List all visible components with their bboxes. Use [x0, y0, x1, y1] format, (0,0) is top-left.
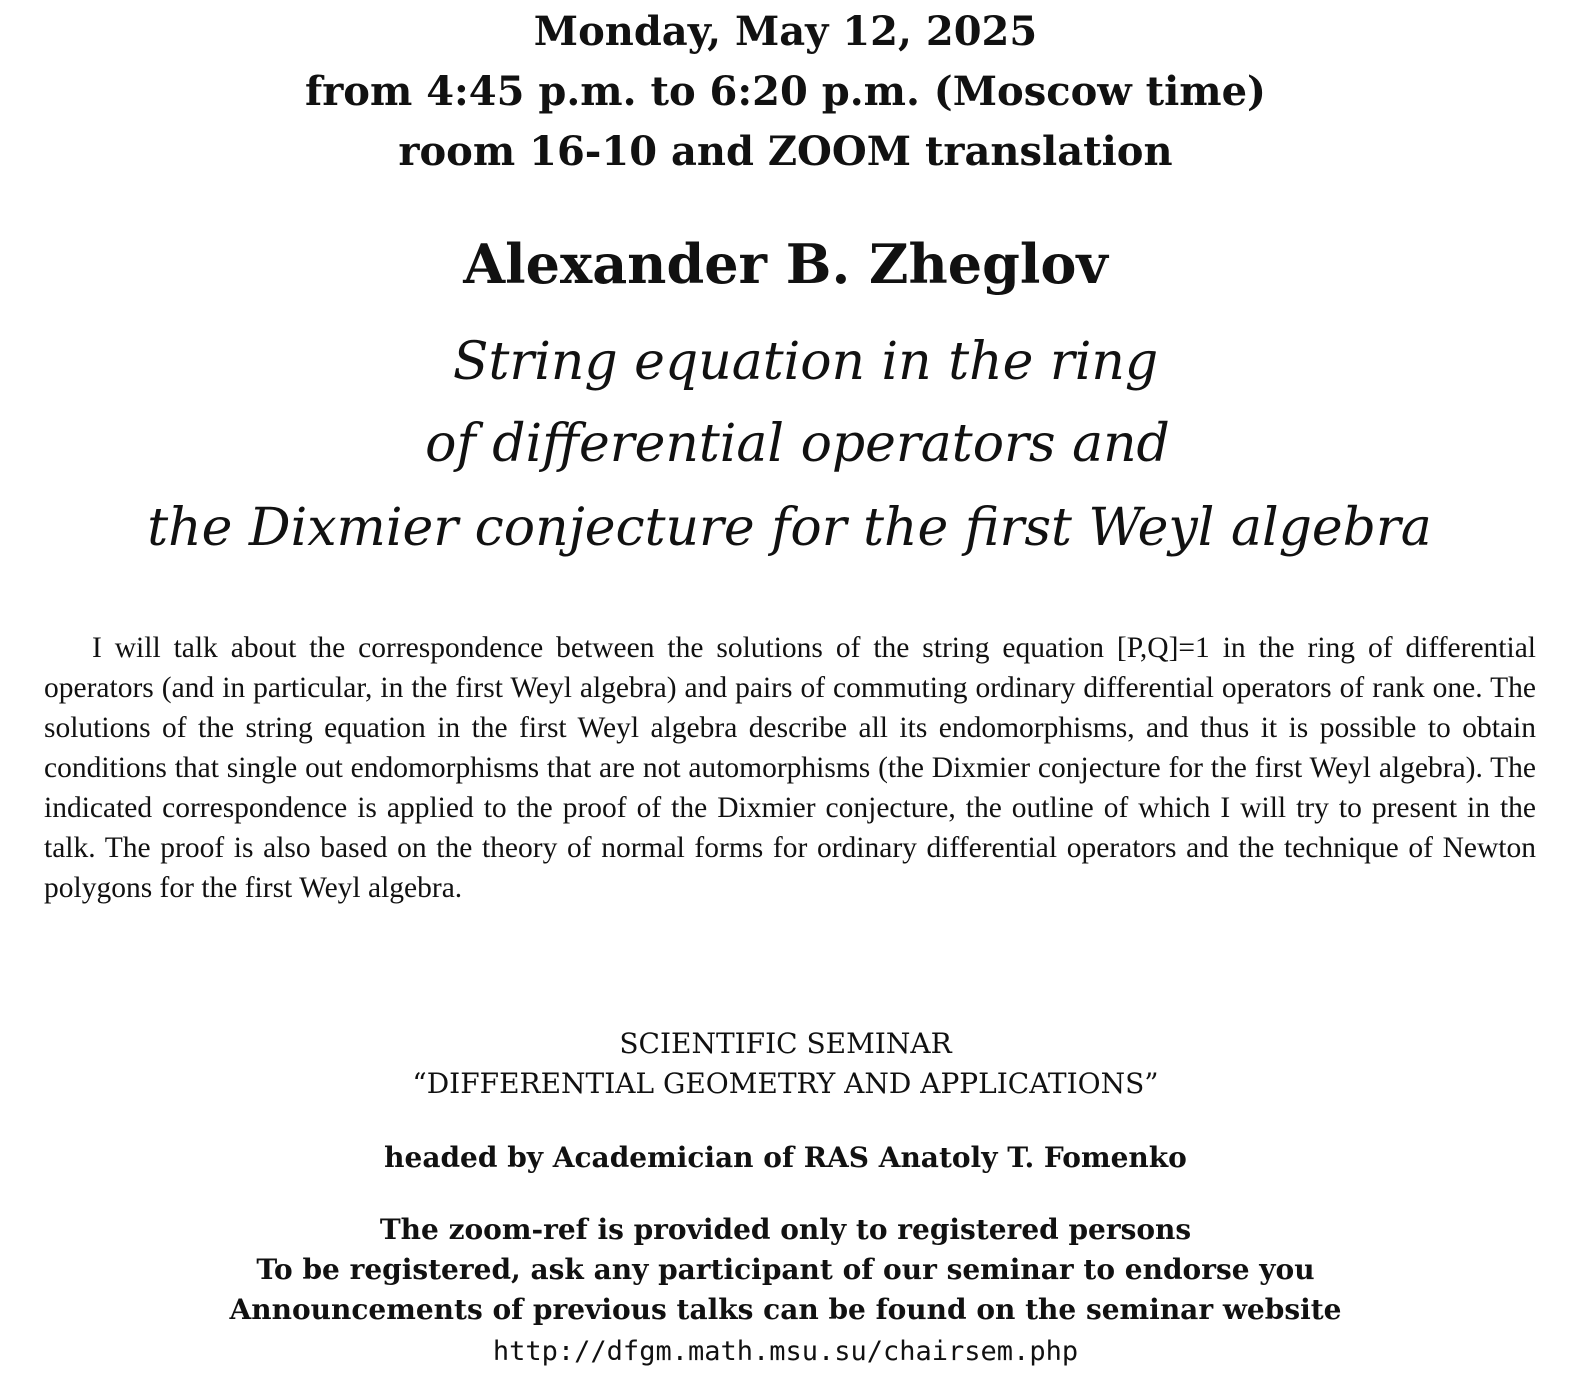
- talk-abstract: I will talk about the correspondence between the solutions of the string equation [P,Q]=1 in the ring of differential operators (and in particular, in the first Weyl algebra) and pairs of commuting ordinary differential operators of rank one. The solutions of the string equation in the first Weyl algebra describe all its endomorphisms, and thus it is possible to obtain conditions that single out endomorphisms that are not automorphisms (the Dixmier conjecture for the first Weyl algebra). The indicated correspondence is applied to the proof of the Dixmier conjecture, the outline of which I will try to present in the talk. The proof is also based on the theory of normal forms for ordinary differential operators and the technique of Newton polygons for the first Weyl algebra.: [44, 632, 1536, 904]
- seminar-website-link[interactable]: http://dfgm.math.msu.su/chairsem.php: [492, 1336, 1079, 1367]
- talk-title-line-3: the Dixmier conjecture for the first Weyl algebra: [147, 498, 1432, 558]
- seminar-head: headed by Academician of RAS Anatoly T. Fomenko: [384, 1141, 1187, 1174]
- registration-note-1: The zoom-ref is provided only to registered persons: [379, 1213, 1192, 1246]
- event-time: from 4:45 p.m. to 6:20 p.m. (Moscow time): [305, 68, 1266, 115]
- registration-note-2: To be registered, ask any participant of our seminar to endorse you: [256, 1253, 1315, 1286]
- event-location: room 16-10 and ZOOM translation: [398, 128, 1173, 175]
- seminar-name-line-1: SCIENTIFIC SEMINAR: [619, 1027, 952, 1060]
- seminar-name-line-2: “DIFFERENTIAL GEOMETRY AND APPLICATIONS”: [412, 1067, 1159, 1100]
- event-date: Monday, May 12, 2025: [533, 8, 1038, 55]
- talk-title-line-1: String equation in the ring: [452, 332, 1159, 392]
- registration-note-3: Announcements of previous talks can be found on the seminar website: [229, 1293, 1342, 1326]
- speaker-name: Alexander B. Zheglov: [463, 232, 1108, 296]
- talk-title-line-2: of differential operators and: [425, 414, 1170, 474]
